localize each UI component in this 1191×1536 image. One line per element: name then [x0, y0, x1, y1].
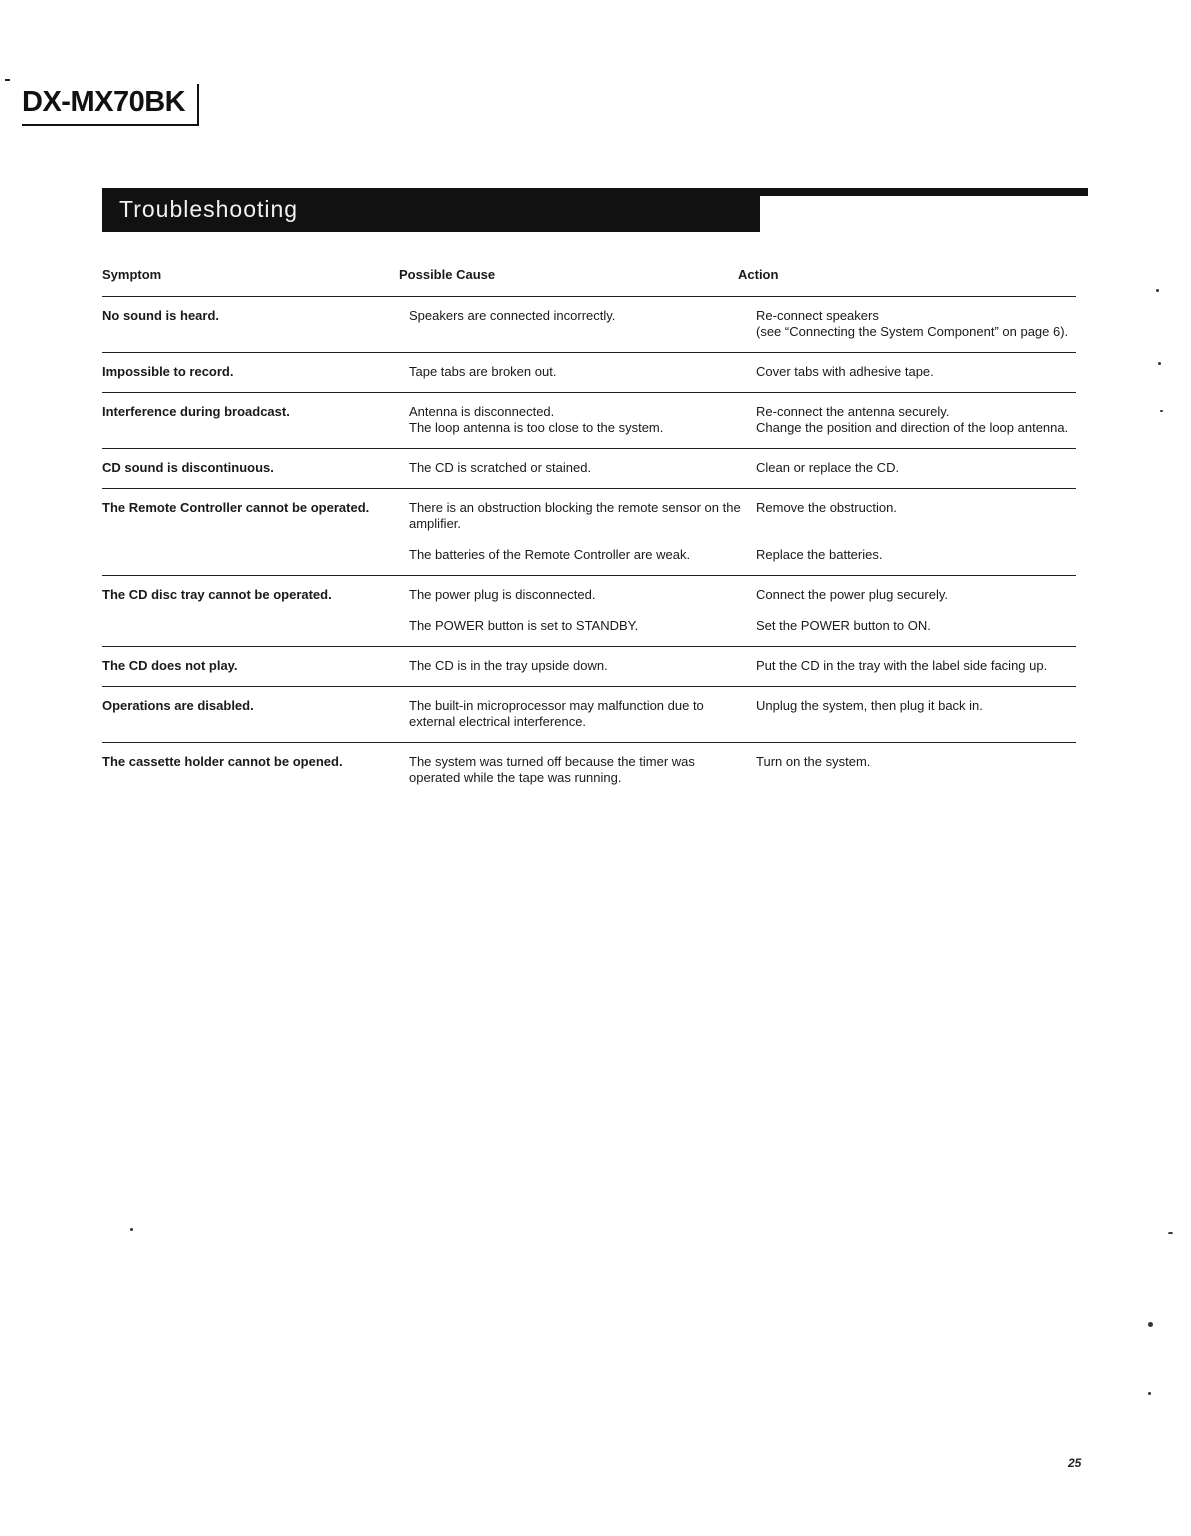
- cause-cell: There is an obstruction blocking the remote sensor on the amplifier.: [409, 500, 741, 531]
- cause-action-group: [409, 754, 1094, 786]
- scan-speck: [1148, 1322, 1153, 1327]
- action-cell: Re-connect speakers (see “Connecting the System Component” on page 6).: [756, 308, 1069, 339]
- cause-cell: Speakers are connected incorrectly.: [409, 308, 616, 323]
- header-action: Action: [738, 267, 779, 282]
- cause-action-pair: [409, 658, 1094, 674]
- cause-cell: The POWER button is set to STANDBY.: [409, 618, 639, 633]
- table-header: [102, 262, 1076, 297]
- cause-action-pair: [409, 587, 1094, 603]
- cause-action-group: [409, 460, 1094, 476]
- cause-action-pair: [409, 500, 1094, 532]
- cause-action-group: [409, 500, 1094, 563]
- scan-speck: [1158, 362, 1161, 365]
- symptom-cell: The CD does not play.: [102, 658, 238, 673]
- table-row: [102, 297, 1076, 353]
- action-cell: Clean or replace the CD.: [756, 460, 900, 475]
- cause-cell: The built-in microprocessor may malfunction due to external electrical interference.: [409, 698, 704, 729]
- action-cell: Remove the obstruction.: [756, 500, 897, 515]
- cause-cell: The batteries of the Remote Controller are weak.: [409, 547, 691, 562]
- cause-action-pair: [409, 754, 1094, 786]
- action-cell: Put the CD in the tray with the label side facing up.: [756, 658, 1048, 673]
- table-row: [102, 687, 1076, 743]
- table-row: [102, 489, 1076, 576]
- symptom-cell: No sound is heard.: [102, 308, 220, 323]
- cause-action-pair: [409, 618, 1094, 634]
- action-cell: Connect the power plug securely.: [756, 587, 948, 602]
- cause-cell: The power plug is disconnected.: [409, 587, 596, 602]
- table-row: [102, 353, 1076, 393]
- scan-speck: [1156, 289, 1159, 292]
- cause-action-pair: [409, 308, 1094, 340]
- header-mark: [5, 79, 10, 81]
- header-cause: Possible Cause: [399, 267, 496, 282]
- header-symptom: Symptom: [102, 267, 162, 282]
- cause-action-group: [409, 698, 1094, 730]
- troubleshooting-table: [102, 262, 1076, 798]
- table-row: [102, 647, 1076, 687]
- cause-action-group: [409, 587, 1094, 634]
- scan-speck: [1160, 410, 1163, 412]
- scan-speck: [1148, 1392, 1151, 1395]
- cause-action-pair: [409, 547, 1094, 563]
- action-cell: Set the POWER button to ON.: [756, 618, 931, 633]
- cause-cell: The CD is scratched or stained.: [409, 460, 592, 475]
- symptom-cell: The Remote Controller cannot be operated.: [102, 500, 370, 515]
- symptom-cell: Operations are disabled.: [102, 698, 254, 713]
- cause-action-pair: [409, 364, 1094, 380]
- table-row: [102, 449, 1076, 489]
- cause-action-pair: [409, 698, 1094, 730]
- page-number: 25: [1068, 1456, 1082, 1470]
- symptom-cell: The cassette holder cannot be opened.: [102, 754, 343, 769]
- symptom-cell: Interference during broadcast.: [102, 404, 290, 419]
- cause-cell: Antenna is disconnected. The loop antenna is too close to the system.: [409, 404, 664, 435]
- section-title: Troubleshooting: [119, 196, 299, 222]
- cause-action-group: [409, 404, 1094, 436]
- cause-action-group: [409, 308, 1094, 340]
- action-cell: Re-connect the antenna securely. Change the position and direction of the loop antenna.: [756, 404, 1069, 435]
- cause-cell: Tape tabs are broken out.: [409, 364, 557, 379]
- table-row: [102, 743, 1076, 798]
- cause-cell: The CD is in the tray upside down.: [409, 658, 608, 673]
- cause-action-pair: [409, 404, 1094, 436]
- cause-cell: The system was turned off because the timer was operated while the tape was running.: [409, 754, 695, 785]
- table-body: [102, 297, 1076, 798]
- cause-action-pair: [409, 460, 1094, 476]
- cause-action-group: [409, 658, 1094, 674]
- action-cell: Unplug the system, then plug it back in.: [756, 698, 983, 713]
- symptom-cell: CD sound is discontinuous.: [102, 460, 274, 475]
- symptom-cell: Impossible to record.: [102, 364, 234, 379]
- table-row: [102, 393, 1076, 449]
- action-cell: Turn on the system.: [756, 754, 871, 769]
- action-cell: Replace the batteries.: [756, 547, 883, 562]
- scan-speck: [130, 1228, 133, 1231]
- table-row: [102, 576, 1076, 647]
- symptom-cell: The CD disc tray cannot be operated.: [102, 587, 332, 602]
- action-cell: Cover tabs with adhesive tape.: [756, 364, 934, 379]
- cause-action-group: [409, 364, 1094, 380]
- scan-speck: [1168, 1232, 1173, 1234]
- model-header: DX-MX70BK: [22, 84, 199, 126]
